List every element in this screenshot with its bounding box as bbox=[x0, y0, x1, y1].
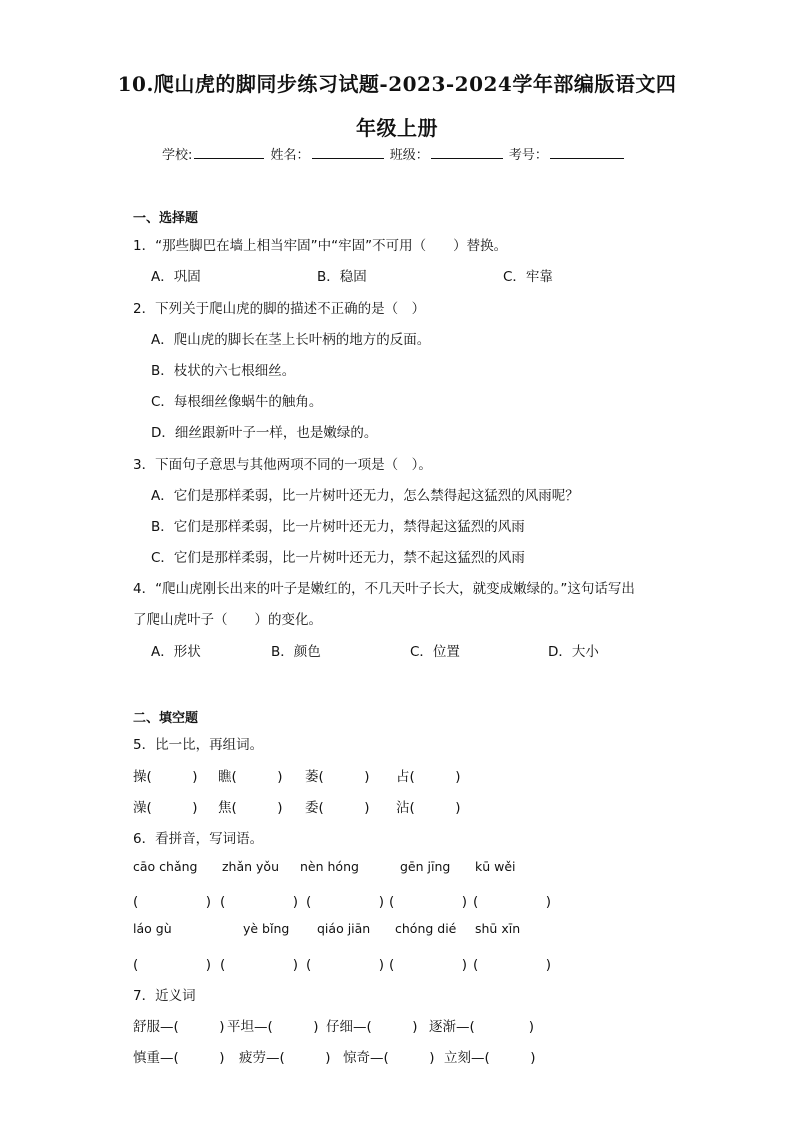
q5-item[interactable]: 操( ) bbox=[133, 769, 198, 785]
q4-option-a[interactable]: A．形状 bbox=[151, 644, 201, 660]
pinyin: láo gù bbox=[133, 921, 172, 936]
pinyin: zhǎn yǒu bbox=[222, 859, 280, 874]
question-2: 2．下列关于爬山虎的脚的描述不正确的是（ ） bbox=[133, 301, 426, 317]
q7-item[interactable]: 仔细—( ) bbox=[326, 1019, 418, 1035]
q2-option-b[interactable]: B．枝状的六七根细丝。 bbox=[151, 363, 296, 379]
answer-bracket[interactable]: ( ) bbox=[133, 957, 212, 973]
pinyin: kū wěi bbox=[475, 859, 516, 874]
q5-item[interactable]: 占( ) bbox=[396, 769, 461, 785]
section-heading-fill: 二、填空题 bbox=[133, 711, 199, 726]
q7-item[interactable]: 逐渐—( ) bbox=[429, 1019, 535, 1035]
q5-item[interactable]: 萎( ) bbox=[305, 769, 370, 785]
q3-option-b[interactable]: B．它们是那样柔弱，比一片树叶还无力，禁得起这猛烈的风雨 bbox=[151, 519, 525, 535]
pinyin: cāo chǎng bbox=[133, 859, 198, 874]
class-label: 班级： bbox=[389, 148, 429, 163]
q5-item[interactable]: 澡( ) bbox=[133, 800, 198, 816]
question-1: 1．“那些脚巴在墙上相当牢固”中“牢固”不可用（ ）替换。 bbox=[133, 238, 508, 254]
class-blank[interactable] bbox=[431, 146, 503, 159]
q2-option-a[interactable]: A．爬山虎的脚长在茎上长叶柄的地方的反面。 bbox=[151, 332, 431, 348]
question-5: 5．比一比，再组词。 bbox=[133, 737, 264, 753]
question-7: 7．近义词 bbox=[133, 988, 196, 1004]
school-label: 学校: bbox=[162, 148, 193, 163]
q3-option-a[interactable]: A．它们是那样柔弱，比一片树叶还无力，怎么禁得起这猛烈的风雨呢？ bbox=[151, 488, 579, 504]
q7-item[interactable]: 疲劳—( ) bbox=[239, 1050, 331, 1066]
q4-option-b[interactable]: B．颜色 bbox=[271, 644, 321, 660]
answer-bracket[interactable]: ( ) bbox=[133, 894, 212, 910]
answer-bracket[interactable]: ( ) bbox=[220, 957, 299, 973]
answer-bracket[interactable]: ( ) bbox=[220, 894, 299, 910]
q7-item[interactable]: 惊奇—( ) bbox=[343, 1050, 435, 1066]
answer-bracket[interactable]: ( ) bbox=[389, 957, 468, 973]
q5-item[interactable]: 焦( ) bbox=[218, 800, 283, 816]
title-line-1: 10.爬山虎的脚同步练习试题-2023-2024学年部编版语文四 bbox=[117, 72, 677, 96]
number-blank[interactable] bbox=[550, 146, 624, 159]
number-label: 考号： bbox=[508, 148, 548, 163]
pinyin: qiáo jiān bbox=[317, 921, 371, 936]
question-6: 6．看拼音，写词语。 bbox=[133, 831, 264, 847]
answer-bracket[interactable]: ( ) bbox=[473, 894, 552, 910]
pinyin: gēn jīng bbox=[400, 859, 451, 874]
q7-item[interactable]: 立刻—( ) bbox=[444, 1050, 536, 1066]
q3-option-c[interactable]: C．它们是那样柔弱，比一片树叶还无力，禁不起这猛烈的风雨 bbox=[151, 550, 525, 566]
question-3: 3．下面句子意思与其他两项不同的一项是（ ）。 bbox=[133, 457, 432, 473]
name-blank[interactable] bbox=[312, 146, 384, 159]
title-line-2: 年级上册 bbox=[356, 116, 438, 140]
q1-option-a[interactable]: A．巩固 bbox=[151, 269, 201, 285]
q1-option-c[interactable]: C．牢靠 bbox=[503, 269, 553, 285]
answer-bracket[interactable]: ( ) bbox=[306, 957, 385, 973]
answer-bracket[interactable]: ( ) bbox=[306, 894, 385, 910]
school-blank[interactable] bbox=[194, 146, 264, 159]
pinyin: chóng dié bbox=[395, 921, 457, 936]
question-4-line-2: 了爬山虎叶子（ ）的变化。 bbox=[133, 612, 322, 628]
q7-item[interactable]: 慎重—( ) bbox=[133, 1050, 225, 1066]
pinyin: shū xīn bbox=[475, 921, 521, 936]
q5-item[interactable]: 委( ) bbox=[305, 800, 370, 816]
q1-option-b[interactable]: B．稳固 bbox=[317, 269, 367, 285]
pinyin: yè bǐng bbox=[243, 921, 290, 936]
answer-bracket[interactable]: ( ) bbox=[473, 957, 552, 973]
q2-option-d[interactable]: D．细丝跟新叶子一样，也是嫩绿的。 bbox=[151, 425, 378, 441]
student-info-row bbox=[162, 144, 626, 163]
q5-item[interactable]: 瞧( ) bbox=[218, 769, 283, 785]
section-heading-choice: 一、选择题 bbox=[133, 211, 199, 226]
pinyin: nèn hóng bbox=[300, 859, 359, 874]
q4-option-d[interactable]: D．大小 bbox=[548, 644, 599, 660]
q4-option-c[interactable]: C．位置 bbox=[410, 644, 460, 660]
q7-item[interactable]: 舒服—( ) bbox=[133, 1019, 225, 1035]
answer-bracket[interactable]: ( ) bbox=[389, 894, 468, 910]
name-label: 姓名： bbox=[270, 148, 310, 163]
question-4-line-1: 4．“爬山虎刚长出来的叶子是嫩红的，不几天叶子长大，就变成嫩绿的。”这句话写出 bbox=[133, 581, 635, 597]
q2-option-c[interactable]: C．每根细丝像蜗牛的触角。 bbox=[151, 394, 323, 410]
q7-item[interactable]: 平坦—( ) bbox=[227, 1019, 319, 1035]
q5-item[interactable]: 沾( ) bbox=[396, 800, 461, 816]
